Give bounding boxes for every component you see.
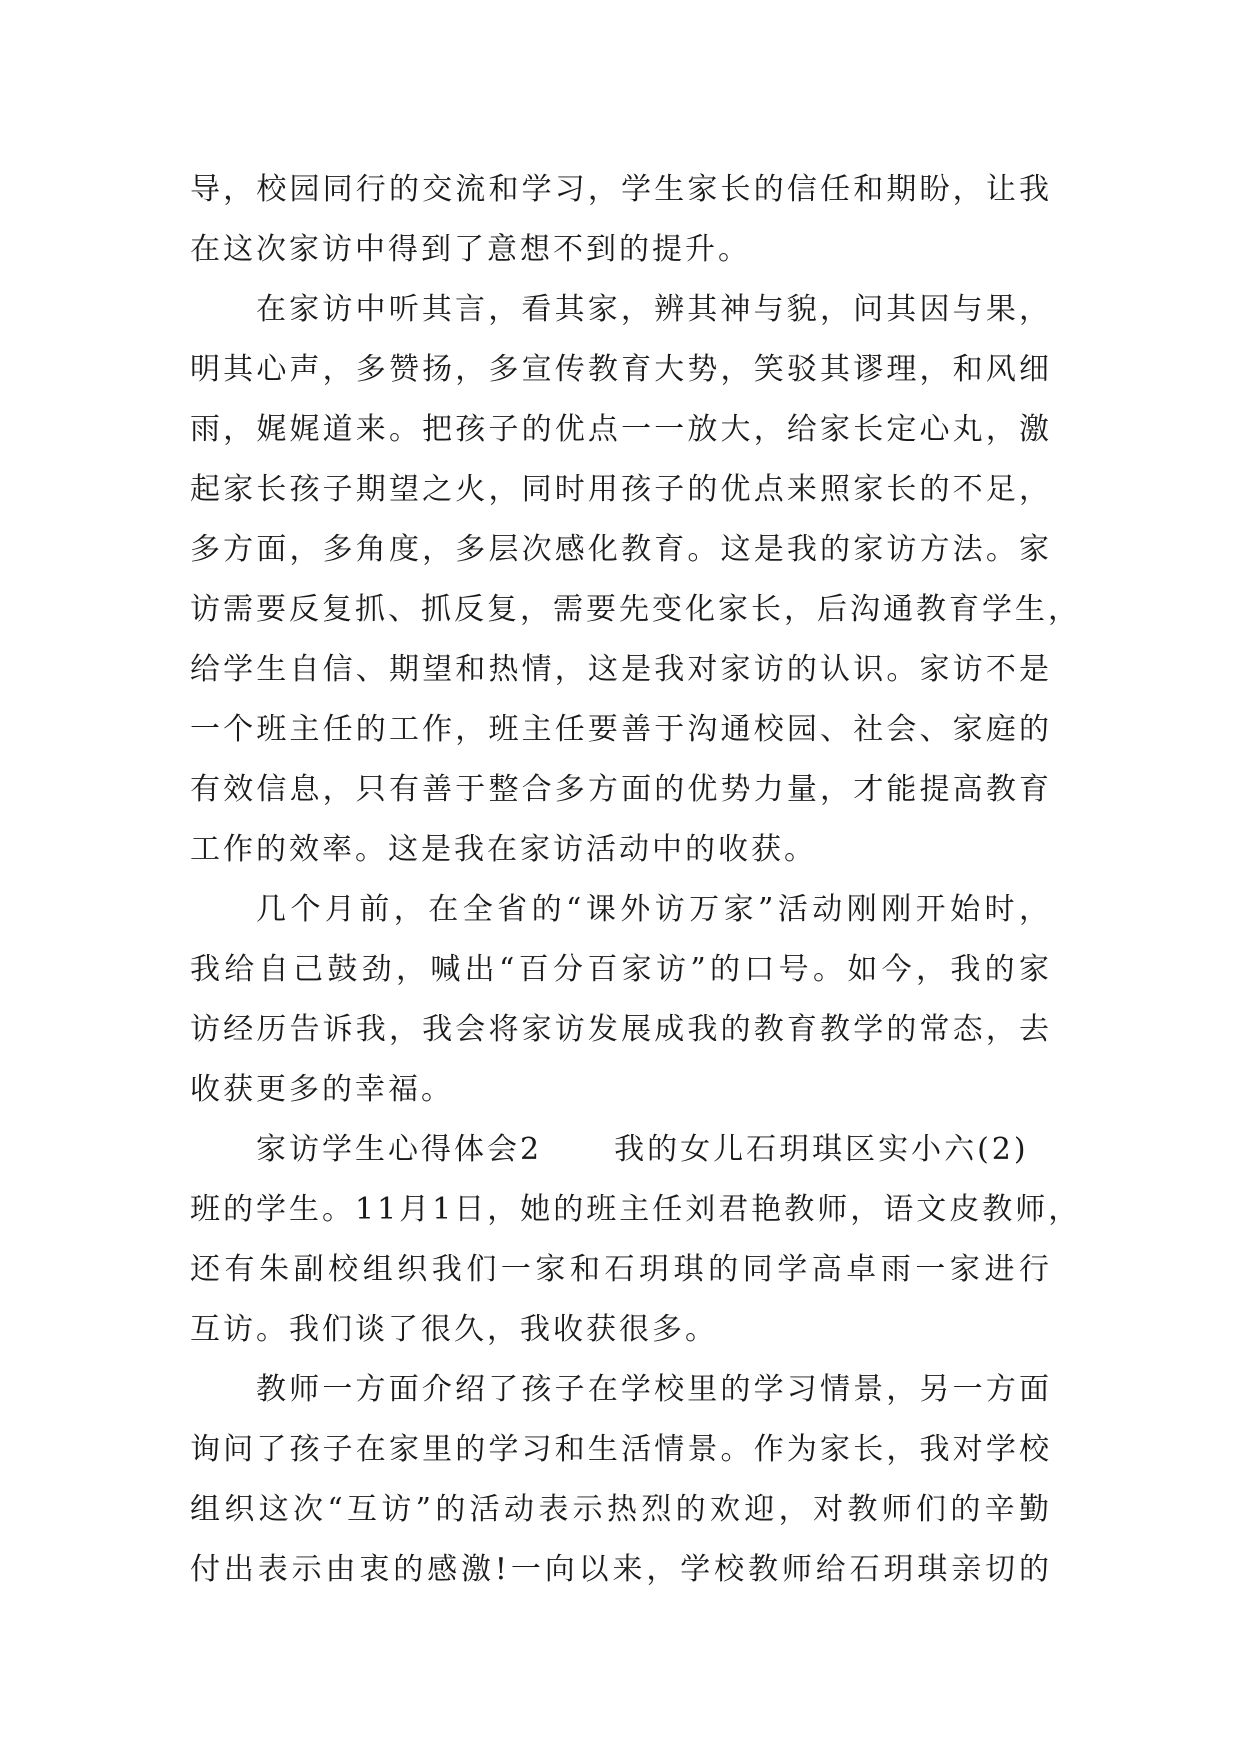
text-line: 在这次家访中得到了意想不到的提升。	[190, 232, 751, 267]
text-line: 互访。我们谈了很久，我收获很多。	[190, 1312, 718, 1347]
text-line: 在家访中听其言，看其家，辨其神与貌，问其因与果，	[256, 292, 1052, 327]
paragraph-2	[190, 280, 1081, 880]
paragraph-3	[190, 880, 1052, 1120]
text-line: 收获更多的幸福。	[190, 1072, 454, 1107]
text-line: 访经历告诉我，我会将家访发展成我的教育教学的常态，去	[190, 1012, 1052, 1047]
paragraph-4	[190, 1120, 1082, 1360]
text-line: 多方面，多角度，多层次感化教育。这是我的家访方法。家	[190, 532, 1052, 567]
text-line: 给学生自信、期望和热情，这是我对家访的认识。家访不是	[190, 652, 1052, 687]
paragraph-5	[190, 1360, 1052, 1600]
text-line: 付出表示由衷的感激!一向以来，学校教师给石玥琪亲切的	[190, 1552, 1052, 1587]
text-line: 导，校园同行的交流和学习，学生家长的信任和期盼，让我	[190, 172, 1052, 207]
paragraph-1	[190, 160, 1052, 280]
heading-continuation: 我的女儿石玥琪区实小六(2)	[614, 1132, 1029, 1167]
text-line: 雨，娓娓道来。把孩子的优点一一放大，给家长定心丸，激	[190, 412, 1052, 447]
text-line: 还有朱副校组织我们一家和石玥琪的同学高卓雨一家进行	[190, 1252, 1052, 1287]
text-line: 几个月前，在全省的“课外访万家”活动刚刚开始时，	[256, 892, 1052, 927]
text-line: 起家长孩子期望之火，同时用孩子的优点来照家长的不足，	[190, 472, 1052, 507]
text-line: 我给自己鼓劲，喊出“百分百家访”的口号。如今，我的家	[190, 952, 1052, 987]
section-heading: 家访学生心得体会2	[256, 1132, 543, 1167]
text-line: 组织这次“互访”的活动表示热烈的欢迎，对教师们的辛勤	[190, 1492, 1052, 1527]
document-body	[190, 160, 1082, 1600]
text-line: 询问了孩子在家里的学习和生活情景。作为家长，我对学校	[190, 1432, 1052, 1467]
text-line: 教师一方面介绍了孩子在学校里的学习情景，另一方面	[256, 1372, 1052, 1407]
text-line: 访需要反复抓、抓反复，需要先变化家长，后沟通教育学生，	[190, 592, 1081, 627]
section-heading-line	[190, 1120, 1052, 1180]
text-line: 工作的效率。这是我在家访活动中的收获。	[190, 832, 817, 867]
text-line: 明其心声，多赞扬，多宣传教育大势，笑驳其谬理，和风细	[190, 352, 1052, 387]
text-line: 班的学生。11月1日，她的班主任刘君艳教师，语文皮教师，	[190, 1192, 1082, 1227]
text-line: 一个班主任的工作，班主任要善于沟通校园、社会、家庭的	[190, 712, 1052, 747]
text-line: 有效信息，只有善于整合多方面的优势力量，才能提高教育	[190, 772, 1052, 807]
